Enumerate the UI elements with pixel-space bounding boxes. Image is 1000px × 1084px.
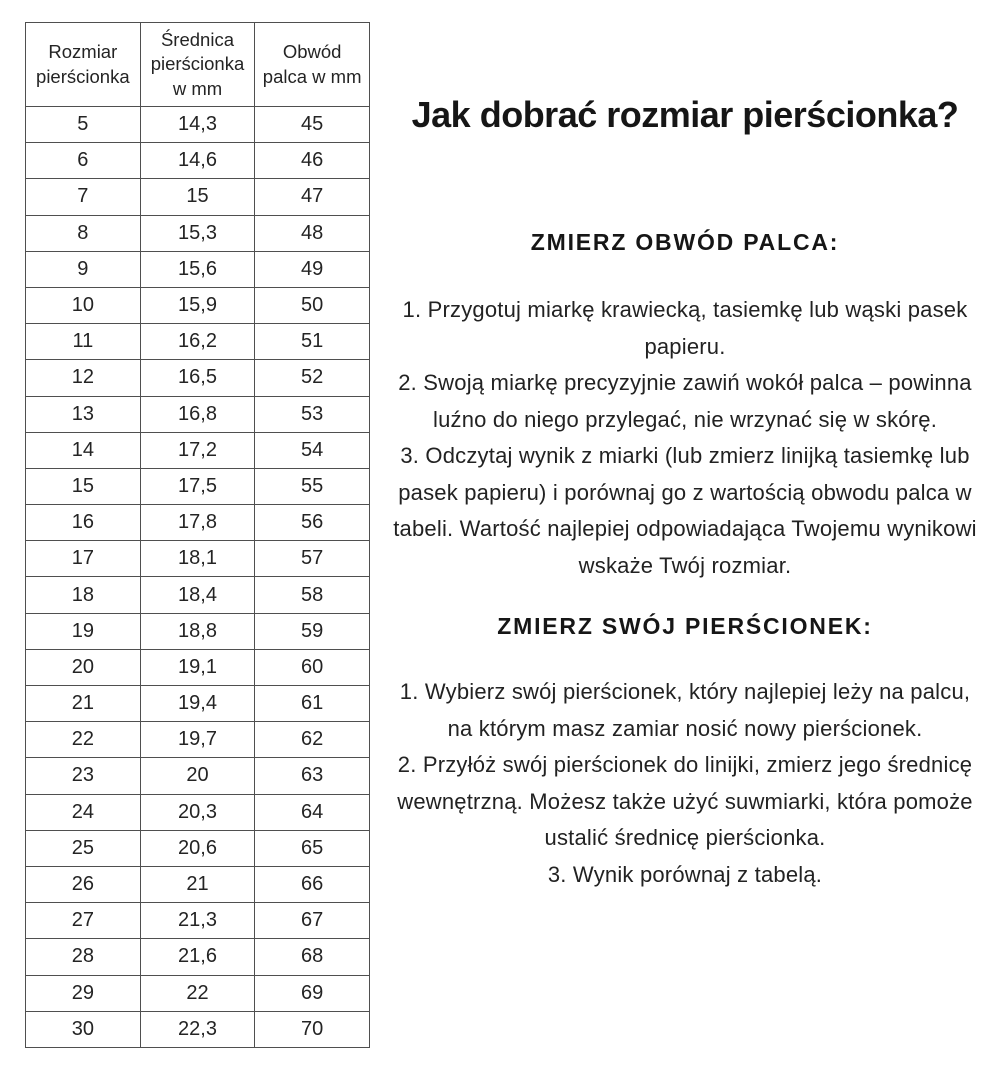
- table-row: [26, 903, 370, 939]
- table-row: [26, 287, 370, 323]
- table-cell: 17,8: [140, 505, 255, 541]
- table-cell: 16,8: [140, 396, 255, 432]
- table-cell: 64: [255, 794, 370, 830]
- table-cell: 50: [255, 287, 370, 323]
- table-cell: 17: [26, 541, 141, 577]
- table-cell: 25: [26, 830, 141, 866]
- table-cell: 67: [255, 903, 370, 939]
- table-cell: 52: [255, 360, 370, 396]
- table-cell: 56: [255, 505, 370, 541]
- steps-measure-finger: [393, 292, 977, 584]
- table-cell: 19,4: [140, 686, 255, 722]
- table-cell: 29: [26, 975, 141, 1011]
- table-cell: 54: [255, 432, 370, 468]
- table-row: [26, 179, 370, 215]
- table-row: [26, 975, 370, 1011]
- table-row: [26, 866, 370, 902]
- table-cell: 6: [26, 143, 141, 179]
- ring-size-table: [25, 22, 370, 1048]
- table-cell: 28: [26, 939, 141, 975]
- ring-size-table-body: [26, 107, 370, 1048]
- table-cell: 23: [26, 758, 141, 794]
- table-cell: 18,4: [140, 577, 255, 613]
- ring-size-table-header: [26, 23, 370, 107]
- steps-measure-ring: [393, 674, 977, 893]
- table-row: [26, 577, 370, 613]
- table-cell: 48: [255, 215, 370, 251]
- column-header-ring-diameter: Średnica pierścionka w mm: [140, 23, 255, 107]
- table-cell: 20,6: [140, 830, 255, 866]
- section-heading-measure-finger: ZMIERZ OBWÓD PALCA:: [530, 229, 840, 256]
- page-title: Jak dobrać rozmiar pierścionka?: [411, 94, 959, 135]
- table-cell: 21,6: [140, 939, 255, 975]
- table-cell: 30: [26, 1011, 141, 1047]
- table-cell: 45: [255, 107, 370, 143]
- table-cell: 51: [255, 324, 370, 360]
- table-row: [26, 1011, 370, 1047]
- section-heading-measure-ring: ZMIERZ SWÓJ PIERŚCIONEK:: [497, 613, 873, 640]
- table-cell: 10: [26, 287, 141, 323]
- table-row: [26, 468, 370, 504]
- step-item: 2. Swoją miarkę precyzyjnie zawiń wokół palca – powinna luźno do niego przylegać, nie wrzynać się w skórę.: [398, 370, 972, 432]
- table-cell: 59: [255, 613, 370, 649]
- table-row: [26, 143, 370, 179]
- table-cell: 19: [26, 613, 141, 649]
- table-cell: 16: [26, 505, 141, 541]
- table-cell: 14,3: [140, 107, 255, 143]
- table-cell: 21: [140, 866, 255, 902]
- table-header-row: [26, 23, 370, 107]
- table-cell: 14,6: [140, 143, 255, 179]
- table-cell: 62: [255, 722, 370, 758]
- table-row: [26, 251, 370, 287]
- column-header-ring-size: Rozmiar pierścionka: [26, 23, 141, 107]
- table-row: [26, 396, 370, 432]
- step-item: 3. Wynik porównaj z tabelą.: [547, 861, 823, 887]
- table-row: [26, 360, 370, 396]
- table-cell: 65: [255, 830, 370, 866]
- table-row: [26, 830, 370, 866]
- step-item: 1. Przygotuj miarkę krawiecką, tasiemkę lub wąski pasek papieru.: [402, 297, 968, 359]
- table-cell: 21,3: [140, 903, 255, 939]
- table-row: [26, 505, 370, 541]
- table-row: [26, 758, 370, 794]
- table-cell: 46: [255, 143, 370, 179]
- table-cell: 61: [255, 686, 370, 722]
- table-cell: 53: [255, 396, 370, 432]
- table-cell: 15: [26, 468, 141, 504]
- column-header-finger-circumference: Obwód palca w mm: [255, 23, 370, 107]
- table-cell: 15: [140, 179, 255, 215]
- table-cell: 15,6: [140, 251, 255, 287]
- table-row: [26, 794, 370, 830]
- table-cell: 19,1: [140, 649, 255, 685]
- table-cell: 13: [26, 396, 141, 432]
- table-cell: 63: [255, 758, 370, 794]
- table-cell: 49: [255, 251, 370, 287]
- table-cell: 16,5: [140, 360, 255, 396]
- table-row: [26, 939, 370, 975]
- table-cell: 24: [26, 794, 141, 830]
- table-cell: 68: [255, 939, 370, 975]
- step-item: 1. Wybierz swój pierścionek, który najlepiej leży na palcu, na którym masz zamiar nosić nowy pierścionek.: [399, 679, 971, 741]
- table-cell: 16,2: [140, 324, 255, 360]
- table-cell: 17,5: [140, 468, 255, 504]
- table-cell: 55: [255, 468, 370, 504]
- table-cell: 11: [26, 324, 141, 360]
- table-cell: 19,7: [140, 722, 255, 758]
- table-cell: 15,3: [140, 215, 255, 251]
- table-cell: 57: [255, 541, 370, 577]
- table-cell: 70: [255, 1011, 370, 1047]
- table-row: [26, 613, 370, 649]
- table-row: [26, 432, 370, 468]
- table-row: [26, 541, 370, 577]
- table-cell: 12: [26, 360, 141, 396]
- table-cell: 26: [26, 866, 141, 902]
- table-cell: 21: [26, 686, 141, 722]
- table-cell: 17,2: [140, 432, 255, 468]
- table-cell: 27: [26, 903, 141, 939]
- step-item: 3. Odczytaj wynik z miarki (lub zmierz linijką tasiemkę lub pasek papieru) i porównaj go z wartością obwodu palca w tabeli. Wartość najlepiej odpowiadająca Twojemu wynikowi wskaże Twój rozmiar.: [393, 443, 977, 578]
- table-cell: 20,3: [140, 794, 255, 830]
- table-cell: 22: [140, 975, 255, 1011]
- table-cell: 58: [255, 577, 370, 613]
- table-row: [26, 324, 370, 360]
- table-row: [26, 722, 370, 758]
- table-row: [26, 107, 370, 143]
- table-cell: 8: [26, 215, 141, 251]
- table-cell: 47: [255, 179, 370, 215]
- table-cell: 22: [26, 722, 141, 758]
- table-cell: 66: [255, 866, 370, 902]
- table-cell: 69: [255, 975, 370, 1011]
- table-cell: 22,3: [140, 1011, 255, 1047]
- table-cell: 60: [255, 649, 370, 685]
- table-cell: 18,8: [140, 613, 255, 649]
- step-item: 2. Przyłóż swój pierścionek do linijki, zmierz jego średnicę wewnętrzną. Możesz także użyć suwmiarki, która pomoże ustalić średnicę pierścionka.: [397, 752, 973, 851]
- table-cell: 20: [140, 758, 255, 794]
- table-cell: 9: [26, 251, 141, 287]
- table-cell: 5: [26, 107, 141, 143]
- instructions-column: [378, 0, 992, 893]
- table-cell: 18,1: [140, 541, 255, 577]
- table-cell: 20: [26, 649, 141, 685]
- table-row: [26, 649, 370, 685]
- table-cell: 18: [26, 577, 141, 613]
- table-cell: 15,9: [140, 287, 255, 323]
- table-cell: 7: [26, 179, 141, 215]
- table-cell: 14: [26, 432, 141, 468]
- table-row: [26, 215, 370, 251]
- table-row: [26, 686, 370, 722]
